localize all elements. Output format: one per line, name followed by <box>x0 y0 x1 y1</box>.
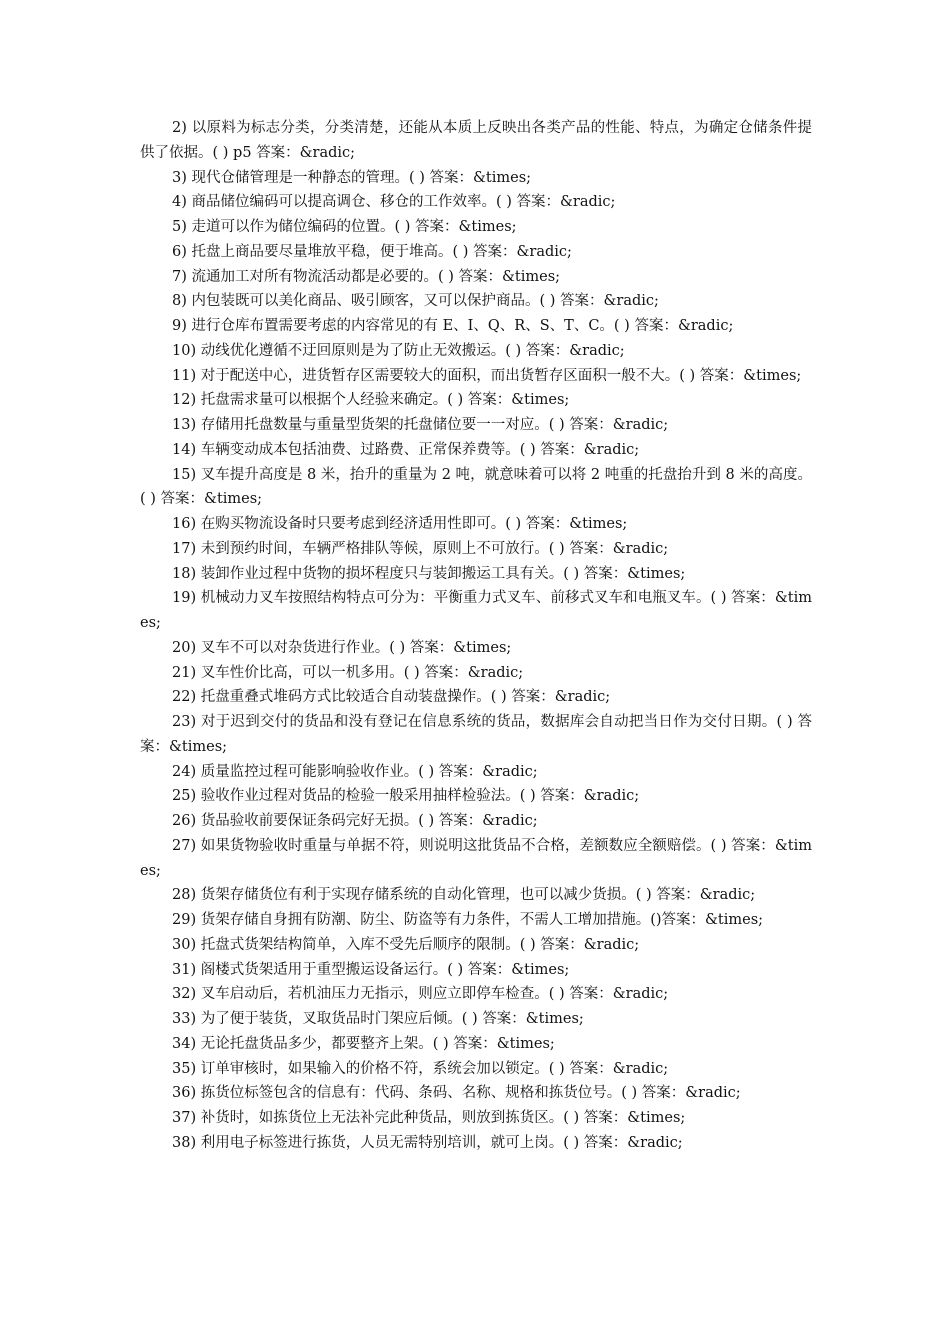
question-item: 10) 动线优化遵循不迂回原则是为了防止无效搬运。( ) 答案：&radic; <box>172 342 625 359</box>
question-item: 18) 装卸作业过程中货物的损坏程度只与装卸搬运工具有关。( ) 答案：&times; <box>172 565 686 582</box>
question-item: 17) 未到预约时间，车辆严格排队等候，原则上不可放行。( ) 答案：&radic; <box>172 540 669 557</box>
question-item: 22) 托盘重叠式堆码方式比较适合自动装盘操作。( ) 答案：&radic; <box>172 689 611 706</box>
question-item: 25) 验收作业过程对货品的检验一般采用抽样检验法。( ) 答案：&radic; <box>172 788 640 805</box>
question-item: 5) 走道可以作为储位编码的位置。( ) 答案：&times; <box>172 219 517 235</box>
question-item: 37) 补货时，如拣货位上无法补完此种货品，则放到拣货区。( ) 答案：&times; <box>172 1110 686 1126</box>
question-item: 8) 内包装既可以美化商品、吸引顾客，又可以保护商品。( ) 答案：&radic; <box>172 293 659 310</box>
question-item: 9) 进行仓库布置需要考虑的内容常见的有 E、I、Q、R、S、T、C。( ) 答案：&radic; <box>172 318 734 334</box>
question-item: 31) 阁楼式货架适用于重型搬运设备运行。( ) 答案：&times; <box>172 961 570 978</box>
question-item: 30) 托盘式货架结构简单，入库不受先后顺序的限制。( ) 答案：&radic; <box>172 936 640 953</box>
question-item: 34) 无论托盘货品多少，都要整齐上架。( ) 答案：&times; <box>172 1035 555 1052</box>
question-item: 13) 存储用托盘数量与重量型货架的托盘储位要一一对应。( ) 答案：&radic; <box>172 417 669 433</box>
document-page <box>140 116 812 1156</box>
question-item: 33) 为了便于装货，叉取货品时门架应后倾。( ) 答案：&times; <box>172 1011 584 1027</box>
question-item: 14) 车辆变动成本包括油费、过路费、正常保养费等。( ) 答案：&radic; <box>172 441 640 458</box>
question-item: 36) 拣货位标签包含的信息有：代码、条码、名称、规格和拣货位号。( ) 答案：&radic; <box>172 1085 741 1102</box>
question-item: 6) 托盘上商品要尽量堆放平稳，便于堆高。( ) 答案：&radic; <box>172 243 572 260</box>
question-item: 35) 订单审核时，如果输入的价格不符，系统会加以锁定。( ) 答案：&radic; <box>172 1060 669 1077</box>
question-item: 38) 利用电子标签进行拣货，人员无需特别培训，就可上岗。( ) 答案：&radic; <box>172 1134 683 1151</box>
question-item: 2) 以原料为标志分类，分类清楚，还能从本质上反映出各类产品的性能、特点，为确定仓储条件提供了依据。( ) p5 答案：&radic; <box>140 120 812 161</box>
question-item: 19) 机械动力叉车按照结构特点可分为：平衡重力式叉车、前移式叉车和电瓶叉车。( ) 答案：&times; <box>140 590 812 631</box>
question-item: 7) 流通加工对所有物流活动都是必要的。( ) 答案：&times; <box>172 268 561 285</box>
question-item: 16) 在购买物流设备时只要考虑到经济适用性即可。( ) 答案：&times; <box>172 516 628 532</box>
question-item: 26) 货品验收前要保证条码完好无损。( ) 答案：&radic; <box>172 813 538 829</box>
question-item: 4) 商品储位编码可以提高调仓、移仓的工作效率。( ) 答案：&radic; <box>172 194 616 211</box>
question-item: 23) 对于迟到交付的货品和没有登记在信息系统的货品，数据库会自动把当日作为交付日期。( ) 答案：&times; <box>140 714 812 755</box>
question-item: 27) 如果货物验收时重量与单据不符，则说明这批货品不合格，差额数应全额赔偿。( ) 答案：&times; <box>140 837 812 879</box>
question-item: 3) 现代仓储管理是一种静态的管理。( ) 答案：&times; <box>172 169 532 186</box>
question-item: 32) 叉车启动后，若机油压力无指示，则应立即停车检查。( ) 答案：&radic; <box>172 986 669 1003</box>
question-item: 29) 货架存储自身拥有防潮、防尘、防盗等有力条件，不需人工增加措施。()答案：&times; <box>172 912 764 928</box>
question-item: 11) 对于配送中心，进货暂存区需要较大的面积，而出货暂存区面积一般不大。( ) 答案：&times; <box>172 367 802 384</box>
question-item: 28) 货架存储货位有利于实现存储系统的自动化管理，也可以减少货损。( ) 答案：&radic; <box>172 887 756 904</box>
question-item: 12) 托盘需求量可以根据个人经验来确定。( ) 答案：&times; <box>172 392 570 409</box>
question-item: 20) 叉车不可以对杂货进行作业。( ) 答案：&times; <box>172 639 512 656</box>
question-item: 21) 叉车性价比高，可以一机多用。( ) 答案：&radic; <box>172 664 524 681</box>
question-item: 15) 叉车提升高度是 8 米，抬升的重量为 2 吨，就意味着可以将 2 吨重的托盘抬升到 8 米的高度。( ) 答案：&times; <box>140 466 812 508</box>
question-item: 24) 质量监控过程可能影响验收作业。( ) 答案：&radic; <box>172 763 538 780</box>
